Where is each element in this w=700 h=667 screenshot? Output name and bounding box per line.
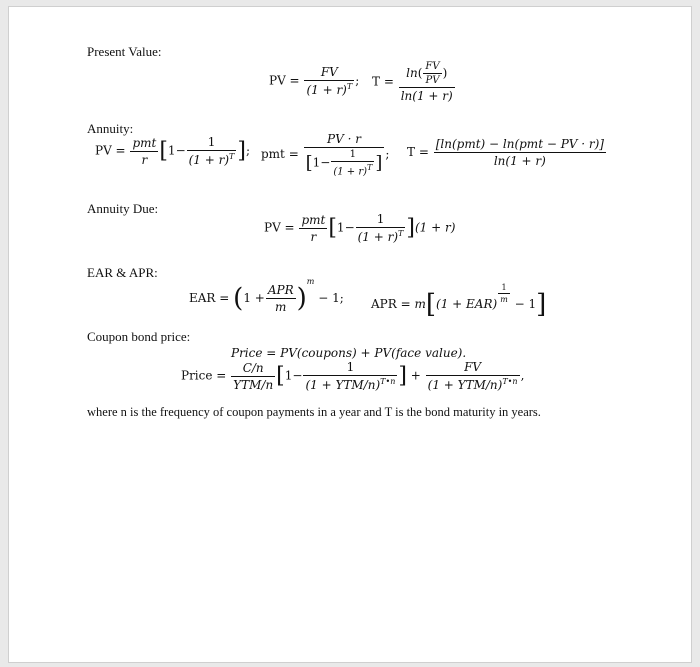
document-page	[8, 6, 692, 663]
ear-apr-heading: EAR & APR:	[87, 265, 158, 280]
coupon-heading: Coupon bond price:	[87, 329, 191, 344]
coupon-price-formula: Price = $\frac{C/n}{\text{YTM/n}}$ [1− $\frac{1}{(1 + YTM/n)^{T•n}}$ ] + $\frac{FV}{(1 + YTM/n)^{T•n}}$ ,	[181, 360, 525, 392]
annuity-heading: Annuity:	[87, 121, 134, 136]
pv-formula: PV = $\frac{FV}{(1 + r)^T}$ ;	[269, 65, 360, 97]
t-formula: T = ln( $\frac{FV}{PV}$ ) ln(1 + r)	[372, 61, 453, 103]
ear-formula: EAR = (1 + $\frac{\text{APR}}{m}$ )$^m$ − 1;	[189, 277, 344, 314]
annuity-pv-formula: PV = $\frac{\text{pmt}}{r}$ [1− $\frac{1}{(1 + r)^T}$ ];	[95, 135, 251, 167]
annuity-t-formula: T = $\frac{\text{[ln(pmt) − ln(pmt − PV · r)]}}{\ln(1 + r)}$	[407, 137, 604, 168]
annuity-due-heading: Annuity Due:	[87, 201, 159, 216]
annuity-due-formula: PV = $\frac{\text{pmt}}{r}$ [1− $\frac{1}{(1 + r)^T}$ ](1 + r)	[264, 212, 456, 244]
apr-formula: APR = m[(1 + EAR) $\frac{1}{m}$ − 1]	[371, 283, 547, 320]
present-value-heading: Present Value:	[87, 44, 162, 59]
annuity-pmt-formula: pmt = PV · r [1− $\frac{1}{(1 + r)^T}$ ] ;	[261, 132, 390, 178]
coupon-line1: Price = PV(coupons) + PV(face value).	[231, 346, 467, 360]
coupon-note: where n is the frequency of coupon payments in a year and T is the bond maturity in years.	[87, 405, 541, 419]
